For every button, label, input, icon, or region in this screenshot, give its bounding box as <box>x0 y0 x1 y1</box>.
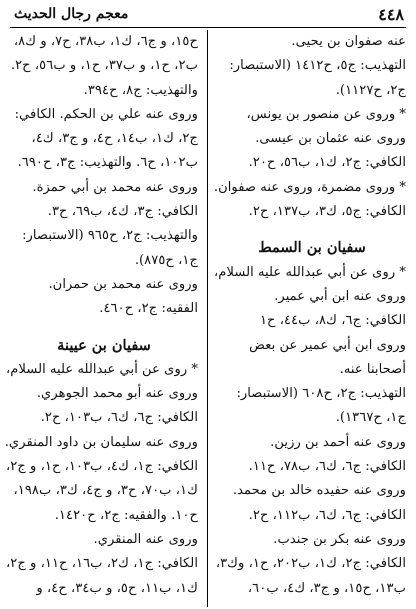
text-line: الكافي: ج٥، ك٣، ب١٣٧، ح٢. <box>248 204 406 220</box>
text-line: ك١، ب١١، ح٥، و ب٣٤، ح٤، و <box>36 580 198 596</box>
column-divider <box>207 30 208 607</box>
text-line: الكافي: ج١، ك٤، ب١٠٣، ح١، و ج٢، <box>5 459 198 475</box>
text-line: وروى ابن أبي عمير عن بعض <box>249 337 406 353</box>
text-line: الكافي: ج٦، ك٦، ب١٠٣، ح٢. <box>40 410 198 426</box>
text-line: ب١٠٢، ح٦. والتهذيب: ج٣، ح٦٩٠. <box>17 155 198 171</box>
text-line: والتهذيب: ج٢، ح٩٦٥ (الاستبصار: <box>22 228 198 244</box>
text-line: ك١، ب٧٠، ح٣، و ج٤، ك٣، ب١٩٨، <box>13 483 198 499</box>
text-line: ج١، ح١٣٦٧). <box>335 410 406 426</box>
entry-heading: سفيان بن عيينة <box>57 336 151 354</box>
right-column <box>213 30 406 601</box>
text-line: وروى عنه حفيده خالد بن محمد. <box>232 483 406 499</box>
entry-heading: سفيان بن السمط <box>258 239 366 257</box>
text-line: ب١٣، ح١٥، و ج٣، ك٤، ب٦٠، <box>247 580 406 596</box>
page-header <box>14 2 404 26</box>
text-line: وروى عنه سليمان بن داود المنقري. <box>4 434 198 450</box>
text-line: والتهذيب: ج٨، ح٣٩٤. <box>83 82 198 98</box>
text-line: * روى عن أبي عبدالله عليه السلام، <box>6 361 198 377</box>
text-line: وروى عنه محمد بن حمران. <box>48 276 198 292</box>
left-column <box>4 30 198 601</box>
text-line: وروى عنه أحمد بن رزين. <box>270 434 406 450</box>
text-line: الكافي: ج٣، ك٤، ب٦٩، ح٣. <box>47 204 198 220</box>
text-line: التهذيب: ج٢، ح٦٠٨ (الاستبصار: <box>236 386 406 402</box>
text-line: ج١، ح٨٧٥). <box>134 252 198 268</box>
text-line: ح١٠. والفقيه: ج٢، ح١٤٢٠. <box>54 507 198 523</box>
text-line: ب٢، ح١، و ب٣٧، ح١، و ب٥٦، ح٢. <box>10 58 198 74</box>
text-line: وروى عنه ابن أبي عمير. <box>274 288 406 304</box>
header-rule <box>10 27 406 28</box>
text-line: الكافي: ج٢، ك١، ب٢٠٢، ح١، وك٣، <box>215 556 406 572</box>
text-line: وروى عنه أبو محمد الجوهري. <box>36 386 198 402</box>
text-line: * روى عن أبي عبدالله عليه السلام، <box>214 264 406 280</box>
spacer <box>218 224 406 236</box>
text-line: الكافي: ج٦، ك٦، ب١١٢، ح٢. <box>248 507 406 523</box>
page-number: ٤٤٨ <box>378 4 404 24</box>
text-line: وروى عنه عثمان بن عيسى. <box>255 131 406 147</box>
text-line: * وروى عن منصور بن يونس، <box>246 106 406 122</box>
running-title: معجم رجال الحديث <box>14 6 129 22</box>
text-line: أصحابنا عنه. <box>339 361 406 377</box>
text-line: ج٢، ك١، ب١٤، ح٤، و ج٣، ك٤، <box>31 131 198 147</box>
text-line: الكافي: ج٦، ك٨، ب٤٤، ح١ <box>259 313 406 329</box>
text-line: ح١٥، و ج٦، ك١، ب٣٨، ح٧، و ك٨، <box>13 34 198 49</box>
text-line: الكافي: ج٢، ك١، ب٥٦، ح٢٠. <box>248 155 406 171</box>
text-line: التهذيب: ج٥، ح١٤١٢ (الاستبصار: <box>229 58 406 74</box>
text-line: وروى عنه المنقري. <box>93 531 198 547</box>
text-line: وروى عنه علي بن الحكم. الكافي: <box>14 106 198 122</box>
text-line: الكافي: ج٦، ك٦، ب٧٨، ح١١. <box>248 459 406 475</box>
spacer <box>10 322 198 334</box>
text-line: وروى عنه محمد بن أبي حمزة. <box>32 179 198 195</box>
text-line: وروى عنه بكر بن جندب. <box>273 531 406 547</box>
text-line: ج٢، ح١١٢٧). <box>335 82 406 98</box>
text-line: عنه صفوان بن يحيى. <box>291 34 406 49</box>
text-line: * وروى مضمرة، وروى عنه صفوان. <box>213 179 406 195</box>
text-line: الكافي: ج١، ك٢، ب١٦، ح١١، و ج٢، <box>5 556 198 572</box>
text-line: الفقيه: ج٢، ح٤٦٠. <box>99 301 198 317</box>
